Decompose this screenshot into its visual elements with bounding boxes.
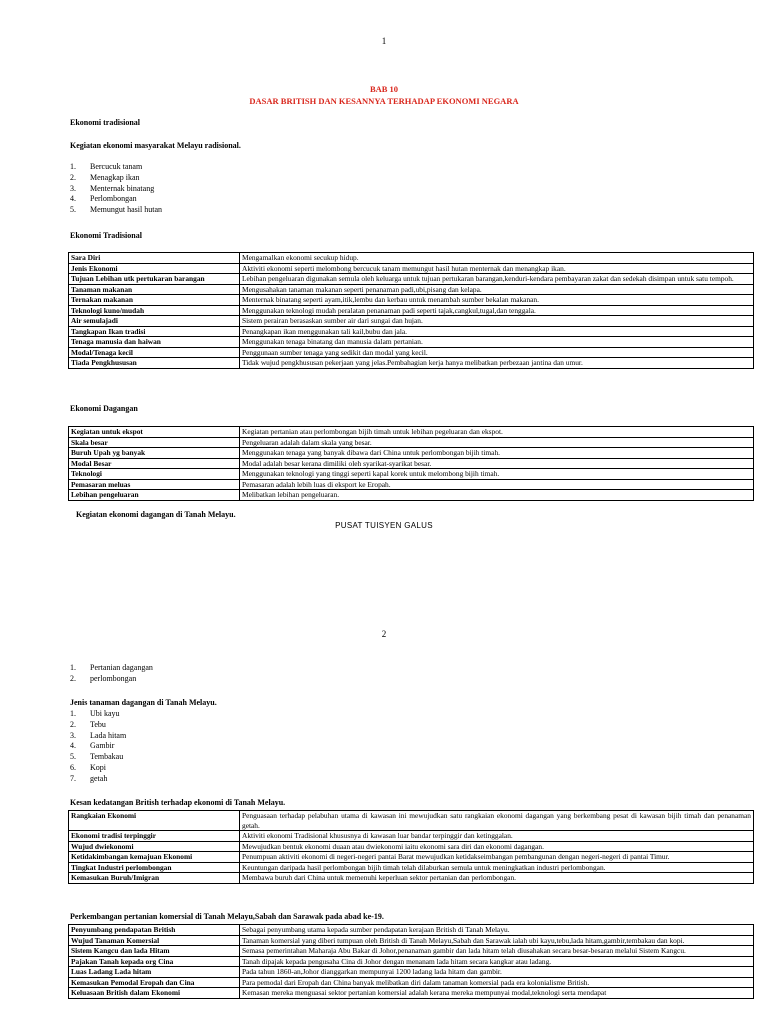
table-row: Penyumbang pendapatan British Sebagai penyumbang utama kepada sumber pendapatan kerajaan British di Tanah Melayu. <box>69 925 754 936</box>
table-row: Tingkat Industri perlombongan Keuntungan daripada hasil perlombongan bijih timah telah dilaburkan semula untuk meningkatkan industri perlombongan. <box>69 862 754 873</box>
list-item: 1. Pertanian dagangan <box>70 663 153 672</box>
table-row: Buruh Upah yg banyak Menggunakan tenaga yang banyak dibawa dari China untuk perlombongan bijih timah. <box>69 448 754 459</box>
table-row: Kemasukan Buruh/Imigran Membawa buruh dari China untuk memenuhi keperluan sektor pertanian dan perlombongan. <box>69 873 754 884</box>
list-item: 3. Menternak binatang <box>70 183 155 193</box>
table-row: Pemasaran meluas Pemasaran adalah lebih luas di eksport ke Eropah. <box>69 479 754 490</box>
sector-list <box>70 663 153 685</box>
section-heading: Kesan kedatangan British terhadap ekonomi di Tanah Melayu. <box>70 798 286 807</box>
table-row: Skala besar Pengeluaran adalah dalam skala yang besar. <box>69 437 754 448</box>
table-row: Ketidakimbangan kemajuan Ekonomi Penumpuan aktiviti ekonomi di negeri-negeri pantai Barat mewujudkan ketidakseimbangan pembangunan dengan negeri-negeri di pantai Timur. <box>69 852 754 863</box>
table-row: Teknologi Menggunakan teknologi yang tinggi seperti kapal korek untuk melombong bijih timah. <box>69 469 754 480</box>
list-item: 5. Memungut hasil hutan <box>70 205 162 215</box>
table-row: Pajakan Tanah kepada org Cina Tanah dipajak kepada pengusaha Cina di Johor dengan menanam lada hitam secara kangkar atau ladang. <box>69 956 754 967</box>
table-row: Modal Besar Modal adalah besar kerana dimiliki oleh syarikat-syarikat besar. <box>69 458 754 469</box>
list-item: 2. Menagkap ikan <box>70 172 140 182</box>
list-item: 3. Lada hitam <box>70 730 127 740</box>
table-row: Tenaga manusia dan haiwan Menggunakan tenaga binatang dan manusia dalam pertanian. <box>69 337 754 348</box>
footer-text: PUSAT TUISYEN GALUS <box>335 521 433 530</box>
table-row: Modal/Tenaga kecil Penggunaan sumber tenaga yang sedikit dan modal yang kecil. <box>69 347 754 358</box>
section-heading: Perkembangan pertanian komersial di Tanah Melayu,Sabah dan Sarawak pada abad ke-19. <box>70 912 384 921</box>
traditional-economy-table <box>68 252 754 369</box>
list-item: 7. getah <box>70 773 108 783</box>
trade-economy-table <box>68 426 754 501</box>
table-row: Ternakan makanan Menternak binatang seperti ayam,itik,lembu dan kerbau untuk menambah sumber bekalan makanan. <box>69 295 754 306</box>
section-heading: Jenis tanaman dagangan di Tanah Melayu. <box>70 698 217 707</box>
section-heading: Kegiatan ekonomi masyarakat Melayu radisional. <box>70 141 241 150</box>
list-item: 1. Ubi kayu <box>70 709 120 718</box>
table-row: Kegiatan untuk ekspot Kegiatan pertanian atau perlombongan bijih timah untuk lebihan pegeluaran dan ekspot. <box>69 427 754 438</box>
table-row: Tangkapan Ikan tradisi Penangkapan ikan menggunakan tali kail,bubu dan jala. <box>69 326 754 337</box>
list-item: 4. Perlombongan <box>70 194 137 204</box>
list-item: 1. Bercucuk tanam <box>70 162 143 171</box>
crop-list <box>70 709 126 785</box>
table-heading: Ekonomi Tradisional <box>70 231 142 240</box>
table-row: Rangkaian Ekonomi Penguasaan terhadap pelabuhan utama di kawasan ini mewujudkan satu rangkaian ekonomi dagangan yang berkembang pesat di kawasan bijih timah dan penanaman getah. <box>69 811 754 831</box>
list-item: 2. perlombongan <box>70 673 137 683</box>
table-row: Ekonomi tradisi terpinggir Aktiviti ekonomi Tradisional khususnya di kawasan luar bandar terpinggir dan ketinggalan. <box>69 831 754 842</box>
table-row: Wujud dwiekonomi Mewujudkan bentuk ekonomi duaan atau dwiekonomi iaitu ekonomi sara diri dan ekonomi dagangan. <box>69 841 754 852</box>
activity-list <box>70 162 162 216</box>
table-row: Kemasukan Pemodal Eropah dan Cina Para pemodal dari Eropah dan China banyak melibatkan diri dalam tanaman komersial pada era kolonialisme British. <box>69 977 754 988</box>
table-row: Tiada Pengkhususan Tidak wujud pengkhususan pekerjaan yang jelas.Pembahagian kerja hanya melibatkan perbezaan jantina dan umur. <box>69 358 754 369</box>
list-item: 4. Gambir <box>70 741 115 751</box>
british-impact-table <box>68 810 754 884</box>
table-row: Air semulajadi Sistem perairan berasaskan sumber air dari sungai dan hujan. <box>69 316 754 327</box>
caption: Kegiatan ekonomi dagangan di Tanah Melayu. <box>76 510 236 519</box>
chapter-label: BAB 10 <box>369 84 399 94</box>
table-row: Sara Diri Mengamalkan ekonomi secukup hidup. <box>69 253 754 264</box>
table-row: Keluasaan British dalam Ekonomi Kemasan mereka menguasai sektor pertanian komersial adalah kerana mereka mempunyai modal,teknologi serta mendapat <box>69 988 754 999</box>
table-row: Jenis Ekonomi Aktiviti ekonomi seperti melombong bercucuk tanam memungut hasil hutan menternak dan menangkap ikan. <box>69 263 754 274</box>
page-number: 1 <box>381 36 387 46</box>
table-heading: Ekonomi Dagangan <box>70 404 138 413</box>
table-row: Tanaman makanan Mengusahakan tanaman makanan seperti penanaman padi,ubi,pisang dan kelapa. <box>69 284 754 295</box>
table-row: Teknologi kuno/mudah Menggunakan teknologi mudah peralatan penanaman padi seperti tajak,cangkul,tugal,dan tenggala. <box>69 305 754 316</box>
table-row: Luas Ladang Lada hitam Pada tahun 1860-an,Johor dianggarkan mempunyai 1200 ladang lada hitam dan gambir. <box>69 967 754 978</box>
table-row: Wujud Tanaman Komersial Tanaman komersial yang diberi tumpuan oleh British di Tanah Melayu,Sabah dan Sarawak ialah ubi kayu,tebu,lada hitam,gambir,tembakau dan kopi. <box>69 935 754 946</box>
table-row: Lebihan pengeluaran Melibatkan lebihan pengeluaran. <box>69 490 754 501</box>
list-item: 5. Tembakau <box>70 752 124 762</box>
section-heading: Ekonomi tradisional <box>70 118 141 127</box>
list-item: 6. Kopi <box>70 762 106 772</box>
list-item: 2. Tebu <box>70 719 106 729</box>
table-row: Tujuan Lebihan utk pertukaran barangan Lebihan pengeluaran digunakan semula oleh keluarga untuk tujuan pertukaran barangan,kenduri-kendara pembayaran zakat dan sedekah disimpan untuk satu tempoh. <box>69 274 754 285</box>
page-number: 2 <box>381 629 387 639</box>
table-row: Sistem Kangcu dan lada Hitam Semasa pemerintahan Maharaja Abu Bakar di Johor,penanaman gambir dan lada hitam telah diusahakan secara besar-besaran melalui Sistem Kangcu. <box>69 946 754 957</box>
chapter-title: DASAR BRITISH DAN KESANNYA TERHADAP EKONOMI NEGARA <box>249 96 519 106</box>
commercial-agriculture-table <box>68 924 754 999</box>
